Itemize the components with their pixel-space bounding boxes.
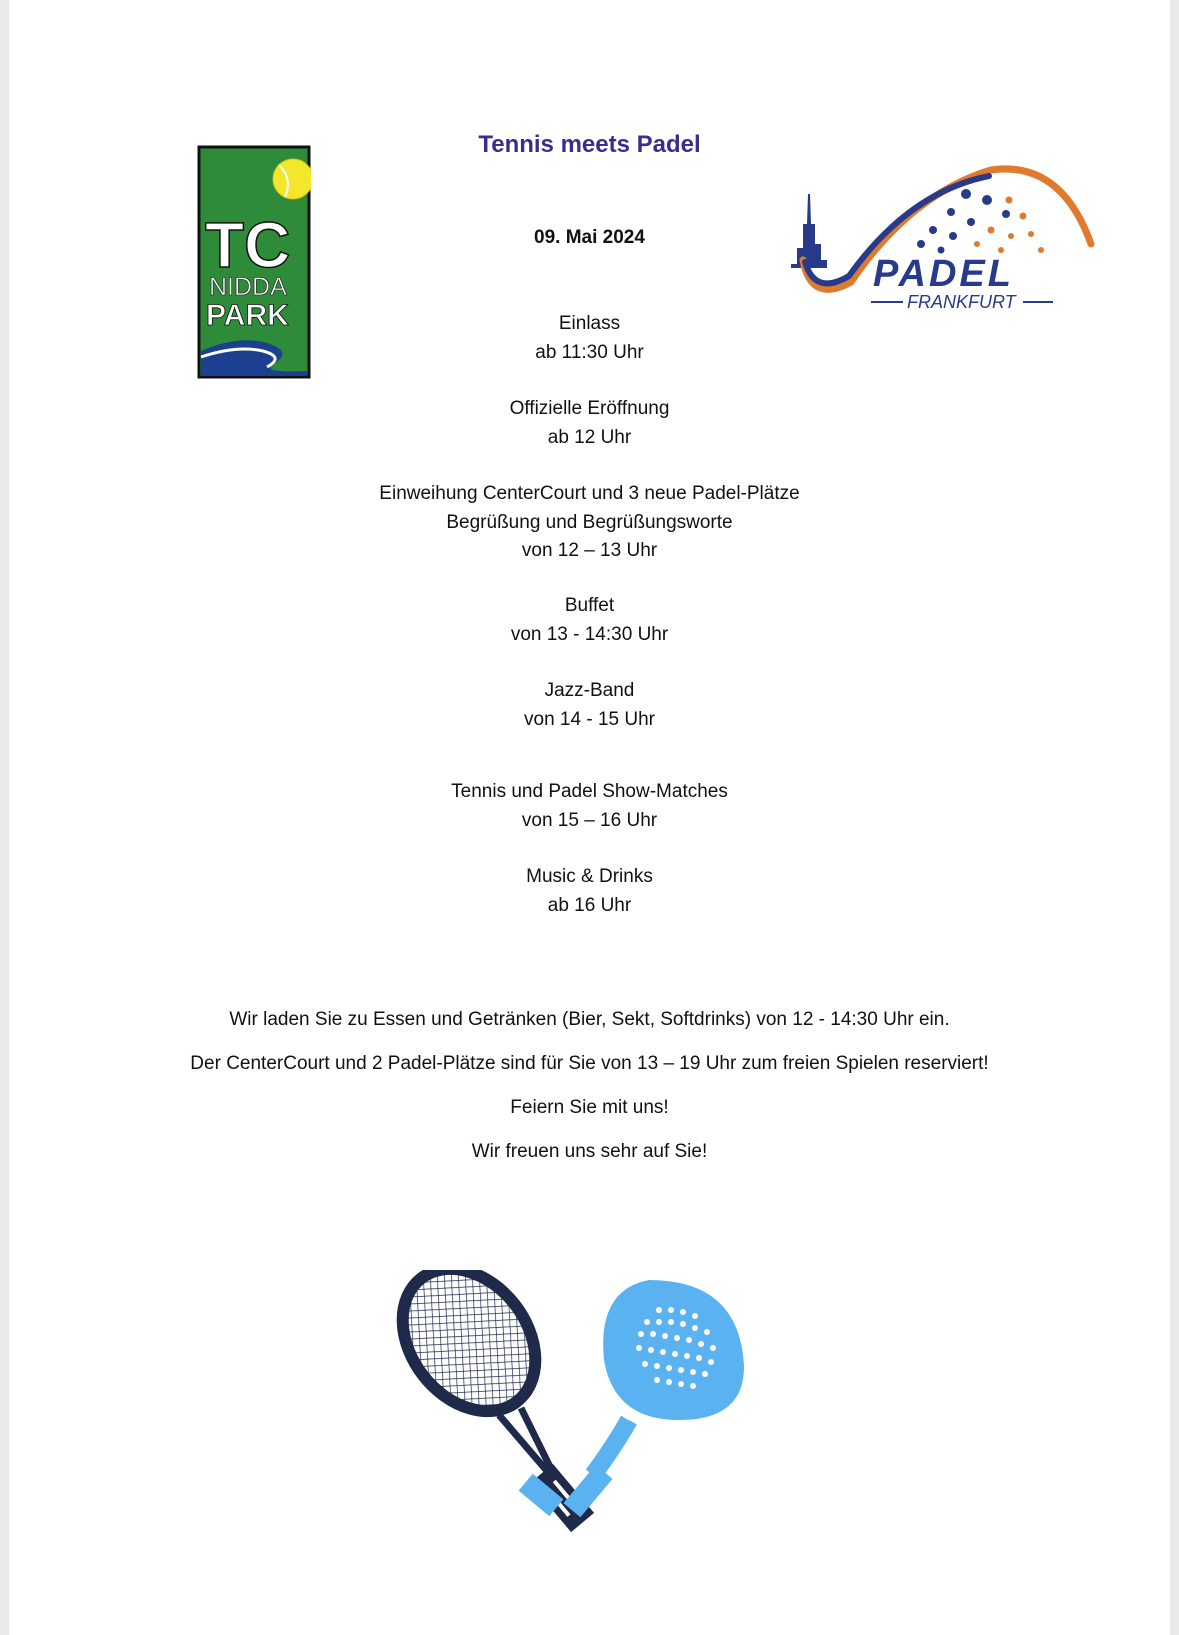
page-title: Tennis meets Padel	[478, 131, 701, 158]
closing-line: Der CenterCourt und 2 Padel-Plätze sind für Sie von 13 – 19 Uhr zum freien Spielen reserviert!	[190, 1053, 989, 1074]
svg-text:TC: TC	[205, 209, 291, 281]
schedule-item-title: Einlass	[558, 313, 621, 334]
closing-line: Wir laden Sie zu Essen und Getränken (Bier, Sekt, Softdrinks) von 12 - 14:30 Uhr ein.	[229, 1009, 950, 1030]
schedule-block	[9, 310, 1170, 367]
schedule-item-time: von 13 - 14:30 Uhr	[510, 623, 669, 645]
svg-text:NIDDA: NIDDA	[209, 273, 287, 301]
schedule-item-time: ab 16 Uhr	[547, 894, 632, 916]
schedule-block	[9, 863, 1170, 920]
schedule-item-title: Music & Drinks	[526, 866, 653, 887]
schedule-item-title: Offizielle Eröffnung	[509, 398, 670, 419]
svg-text:FRANKFURT: FRANKFURT	[907, 292, 1016, 312]
schedule-item-title: Einweihung CenterCourt und 3 neue Padel-Plätze	[379, 483, 800, 504]
svg-text:PADEL: PADEL	[873, 253, 1014, 295]
schedule-block	[9, 480, 1170, 566]
schedule-item-time: ab 11:30 Uhr	[535, 341, 644, 363]
closing-line: Feiern Sie mit uns!	[510, 1097, 669, 1118]
tennis-racket-icon	[389, 1270, 594, 1532]
svg-text:PARK: PARK	[206, 299, 289, 332]
event-date: 09. Mai 2024	[534, 227, 645, 248]
document-page	[9, 0, 1170, 1635]
schedule-item-time: ab 12 Uhr	[547, 426, 632, 448]
schedule-item-time: von 12 – 13 Uhr	[521, 540, 658, 561]
schedule-block	[9, 778, 1170, 835]
closing-line: Wir freuen uns sehr auf Sie!	[471, 1141, 708, 1162]
schedule-item-title: Tennis und Padel Show-Matches	[451, 781, 728, 802]
schedule-item-title: Buffet	[564, 595, 615, 616]
schedule-block	[9, 395, 1170, 452]
schedule-item-title: Jazz-Band	[544, 680, 635, 701]
schedule-block	[9, 592, 1170, 649]
crossed-rackets-illustration	[389, 1270, 799, 1540]
schedule-block	[9, 677, 1170, 734]
schedule-item-time: von 15 – 16 Uhr	[521, 809, 658, 831]
schedule-item-subtitle: Begrüßung und Begrüßungsworte	[446, 511, 733, 533]
schedule-item-time: von 14 - 15 Uhr	[524, 708, 655, 730]
